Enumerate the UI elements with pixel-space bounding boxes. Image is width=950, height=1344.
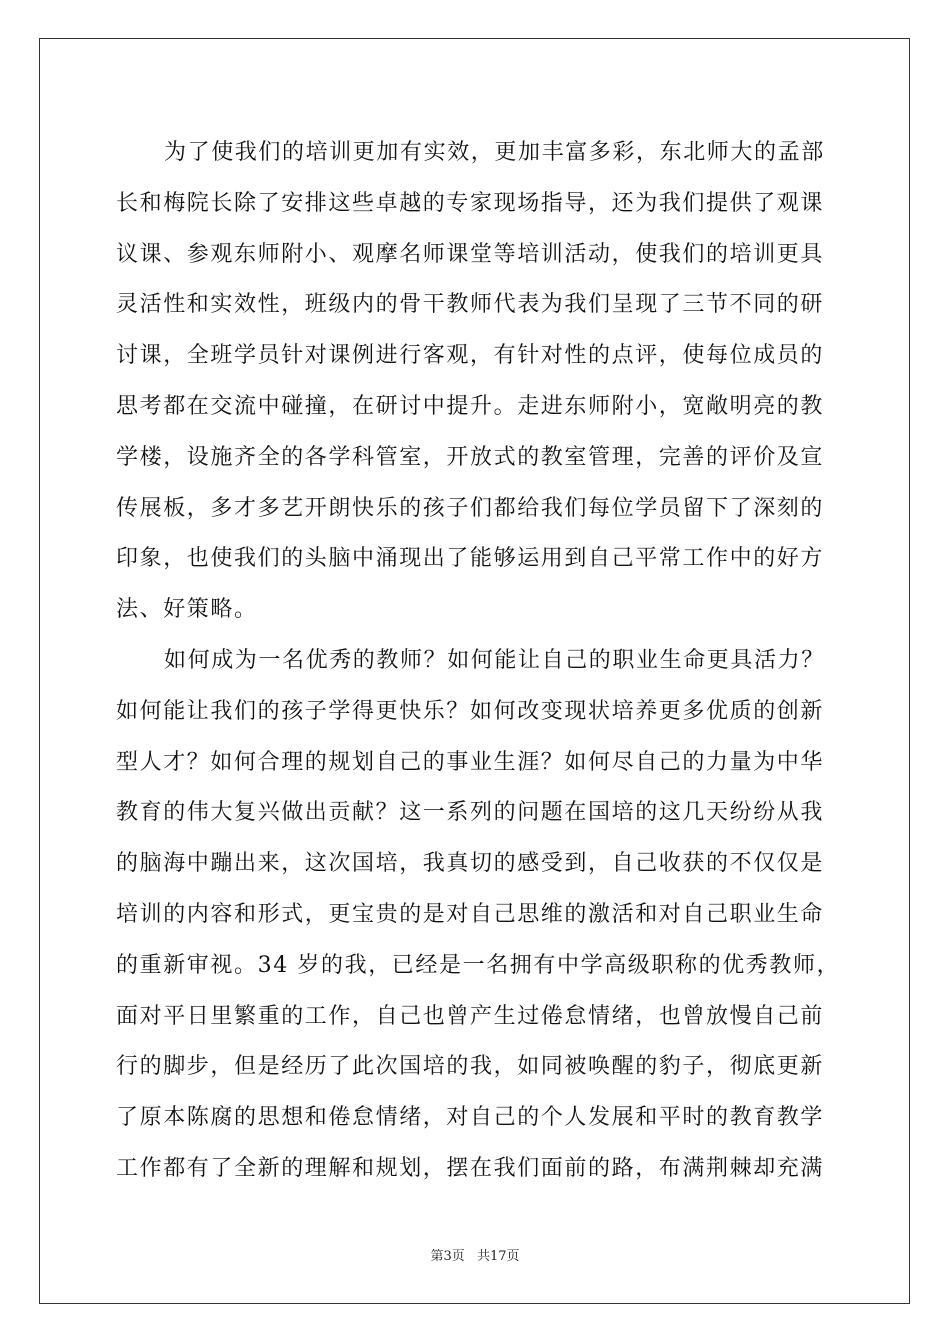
- text-line: 为了使我们的培训更加有实效，更加丰富多彩，东北师大的孟部: [164, 140, 825, 165]
- text-line: 的脑海中蹦出来，这次国培，我真切的感受到，自己收获的不仅仅是: [116, 851, 825, 877]
- text-line: 型人才？如何合理的规划自己的事业生涯？如何尽自己的力量为中华: [116, 749, 825, 775]
- text-line: 行的脚步，但是经历了此次国培的我，如同被唤醒的豹子，彻底更新: [116, 1054, 825, 1080]
- text-line: 长和梅院长除了安排这些卓越的专家现场指导，还为我们提供了观课: [116, 190, 825, 216]
- document-body: [116, 128, 841, 1195]
- text-line: 灵活性和实效性，班级内的骨干教师代表为我们呈现了三节不同的研: [116, 292, 825, 318]
- page-footer: [0, 1245, 950, 1264]
- text-line: 思考都在交流中碰撞，在研讨中提升。走进东师附小，宽敞明亮的教: [116, 393, 825, 419]
- text-line: 了原本陈腐的思想和倦怠情绪，对自己的个人发展和平时的教育教学: [116, 1105, 825, 1131]
- text-line: 法、好策略。: [116, 597, 258, 623]
- text-line: 印象，也使我们的头脑中涌现出了能够运用到自己平常工作中的好方: [116, 546, 825, 572]
- page-total: 共17页: [476, 1249, 520, 1264]
- text-line: 如何能让我们的孩子学得更快乐？如何改变现状培养更多优质的创新: [116, 698, 825, 724]
- text-line: 讨课，全班学员针对课例进行客观，有针对性的点评，使每位成员的: [116, 343, 825, 369]
- text-line: 面对平日里繁重的工作，自己也曾产生过倦怠情绪，也曾放慢自己前: [116, 1003, 825, 1029]
- text-line: 如何成为一名优秀的教师？如何能让自己的职业生命更具活力？: [164, 647, 825, 673]
- text-line: 培训的内容和形式，更宝贵的是对自己思维的激活和对自己职业生命: [116, 901, 825, 927]
- text-line: 议课、参观东师附小、观摩名师课堂等培训活动，使我们的培训更具: [116, 241, 825, 267]
- text-line: 传展板，多才多艺开朗快乐的孩子们都给我们每位学员留下了深刻的: [116, 495, 825, 521]
- page-number: 第3页: [430, 1249, 465, 1264]
- text-line: 学楼，设施齐全的各学科管室，开放式的教室管理，完善的评价及宣: [116, 444, 825, 470]
- text-line: 教育的伟大复兴做出贡献？这一系列的问题在国培的这几天纷纷从我: [116, 800, 825, 826]
- text-line: 的重新审视。34 岁的我，已经是一名拥有中学高级职称的优秀教师，: [116, 952, 841, 978]
- text-line: 工作都有了全新的理解和规划，摆在我们面前的路，布满荆棘却充满: [116, 1155, 825, 1181]
